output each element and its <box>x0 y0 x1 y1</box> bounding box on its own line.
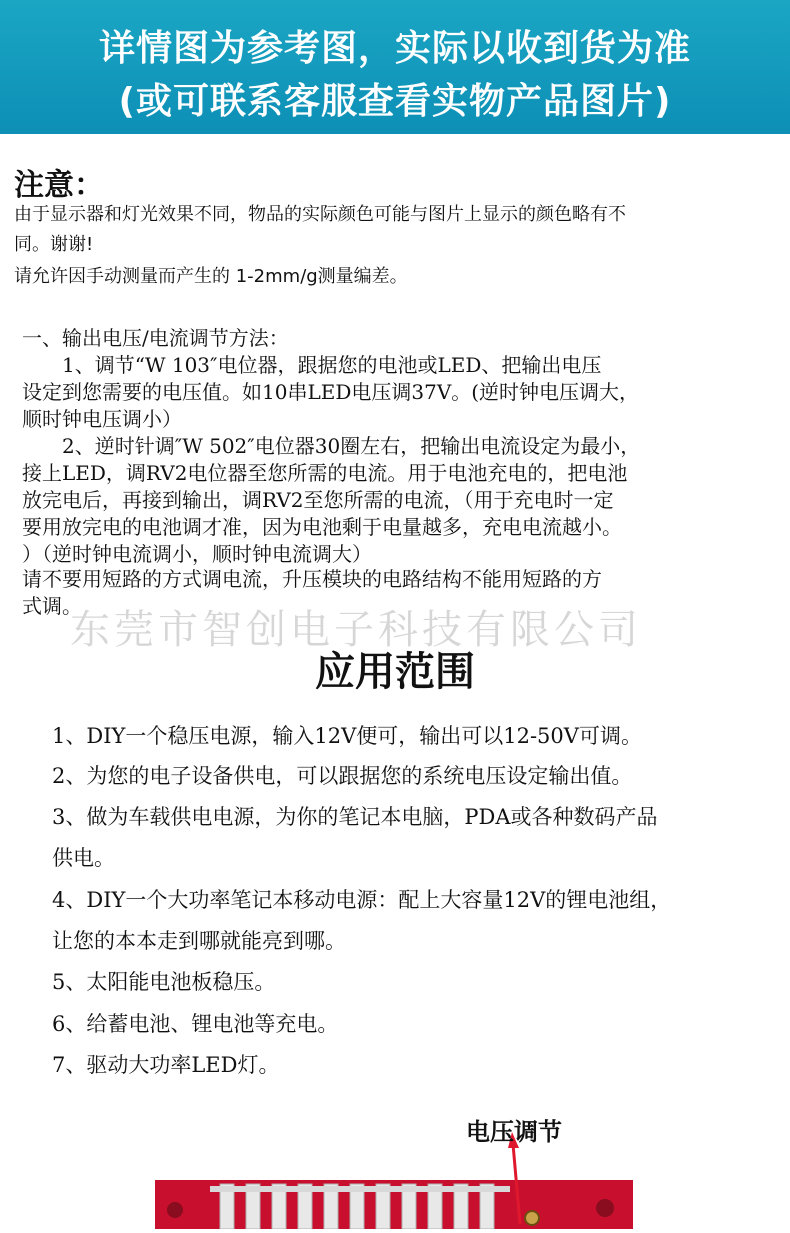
voltage-adjust-label: 电压调节 <box>466 1118 562 1146</box>
method-line: 2、逆时针调″W 502″电位器30圈左右，把输出电流设定为最小， <box>22 434 641 458</box>
scope-title: 应用范围 <box>315 649 475 695</box>
scope-line: 6、给蓄电池、锂电池等充电。 <box>52 1012 339 1036</box>
method-line: 式调。 <box>22 594 82 618</box>
scope-line: 1、DIY一个稳压电源，输入12V便可，输出可以12-50V可调。 <box>52 724 642 748</box>
method-line: 1、调节“W 103″电位器，跟据您的电池或LED、把输出电压 <box>22 353 602 377</box>
scope-line: 3、做为车载供电电源，为你的笔记本电脑，PDA或各种数码产品 <box>52 805 658 829</box>
method-line: 一、输出电压/电流调节方法： <box>22 326 289 350</box>
method-line: ）（逆时钟电流调小，顺时钟电流调大） <box>22 542 372 566</box>
method-line: 接上LED，调RV2电位器至您所需的电流。用于电池充电的，把电池 <box>22 461 628 485</box>
notice-title: 注意： <box>14 168 104 203</box>
notice-line-1: 由于显示器和灯光效果不同，物品的实际颜色可能与图片上显示的颜色略有不 <box>14 204 626 225</box>
method-line: 请不要用短路的方式调电流，升压模块的电路结构不能用短路的方 <box>22 567 602 591</box>
scope-line: 4、DIY一个大功率笔记本移动电源：配上大容量12V的锂电池组， <box>52 888 672 912</box>
method-line: 顺时钟电压调小） <box>22 407 182 431</box>
watermark: 东莞市智创电子科技有限公司 <box>70 607 642 653</box>
product-photo <box>0 1100 790 1229</box>
scope-line: 让您的本本走到哪就能亮到哪。 <box>52 929 346 953</box>
scope-line: 2、为您的电子设备供电，可以跟据您的系统电压设定输出值。 <box>52 764 633 788</box>
scope-line: 5、太阳能电池板稳压。 <box>52 970 276 994</box>
method-line: 设定到您需要的电压值。如10串LED电压调37V。(逆时钟电压调大， <box>22 380 640 404</box>
notice-line-2: 同。谢谢! <box>14 234 94 255</box>
scope-line: 7、驱动大功率LED灯。 <box>52 1053 280 1077</box>
banner-line-1: 详情图为参考图，实际以收到货为准 <box>98 28 691 69</box>
notice-line-3: 请允许因手动测量而产生的 1-2mm/g测量编差。 <box>14 266 408 287</box>
scope-line: 供电。 <box>52 846 115 870</box>
method-line: 要用放完电的电池调才准，因为电池剩于电量越多，充电电流越小。 <box>22 515 622 539</box>
method-line: 放完电后，再接到输出，调RV2至您所需的电流，（用于充电时一定 <box>22 488 614 512</box>
header-banner <box>0 0 790 134</box>
pcb-board-image <box>0 1100 790 1229</box>
banner-line-2: (或可联系客服查看实物产品图片) <box>118 81 672 122</box>
